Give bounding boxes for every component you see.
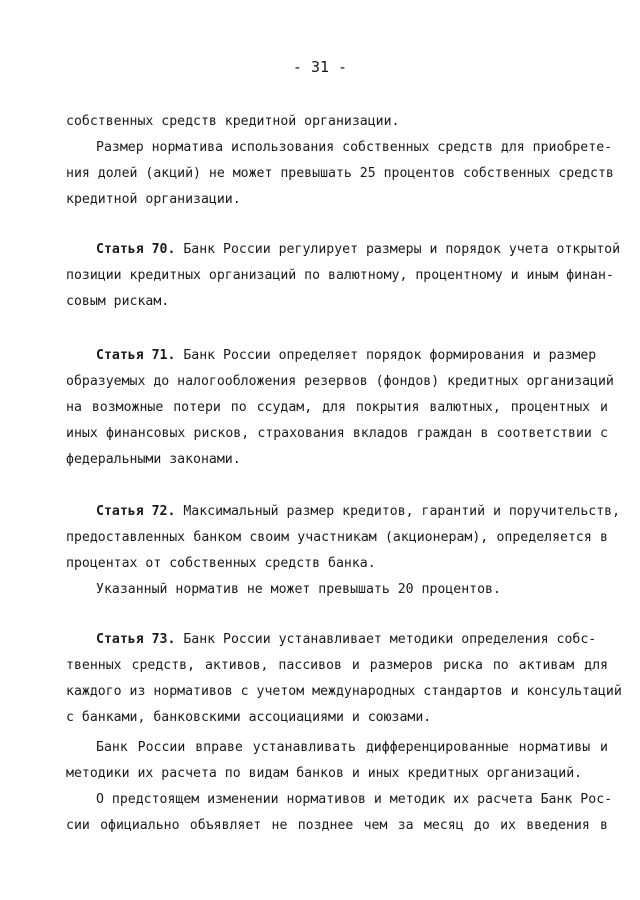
text-line: предоставленных банком своим участникам (акционерам), определяется в <box>66 530 608 545</box>
article-72-heading: Статья 72. <box>96 504 176 519</box>
text-line: федеральными законами. <box>66 452 241 467</box>
article-73-heading: Статья 73. <box>96 632 176 647</box>
page-number: - 31 - <box>292 58 348 76</box>
text-line: Банк России устанавливает методики определения собс- <box>175 632 597 647</box>
text-line: процентах от собственных средств банка. <box>66 556 376 571</box>
text-line: твенных средств, активов, пассивов и размеров риска по активам для <box>66 658 608 673</box>
text-line: Максимальный размер кредитов, гарантий и поручительств, <box>175 504 621 519</box>
text-line: иных финансовых рисков, страхования вкладов граждан в соответствии с <box>66 426 608 441</box>
article-72-first-line <box>96 499 621 525</box>
article-73-first-line <box>96 627 608 653</box>
text-line: сии официально объявляет не позднее чем за месяц до их введения в <box>66 818 608 833</box>
article-71-heading: Статья 71. <box>96 348 176 363</box>
text-line: на возможные потери по ссудам, для покрытия валютных, процентных и <box>66 400 608 415</box>
text-line: методики их расчета по видам банков и иных кредитных организаций. <box>66 766 583 781</box>
text-line: Банк России вправе устанавливать дифференцированные нормативы и <box>96 740 608 755</box>
text-line: с банками, банковскими ассоциациями и союзами. <box>66 710 432 725</box>
text-line: Указанный норматив не может превышать 20 процентов. <box>96 582 501 597</box>
text-line: ния долей (акций) не может превышать 25 процентов собственных средств <box>66 166 614 181</box>
text-line: Банк России определяет порядок формирования и размер <box>175 348 597 363</box>
text-line: Банк России регулирует размеры и порядок учета открытой <box>175 242 621 257</box>
article-70-heading: Статья 70. <box>96 242 176 257</box>
text-line: позиции кредитных организаций по валютному, процентному и иным финан- <box>66 268 614 283</box>
text-line: совым рискам. <box>66 294 170 309</box>
text-line: Размер норматива использования собственных средств для приобрете- <box>96 140 613 155</box>
text-line: кредитной организации. <box>66 192 241 207</box>
text-line: собственных средств кредитной организации. <box>66 114 400 129</box>
text-line: образуемых до налогообложения резервов (фондов) кредитных организаций <box>66 374 614 389</box>
article-70-first-line <box>96 237 621 263</box>
article-71-first-line <box>96 343 608 369</box>
text-line: каждого из нормативов с учетом международных стандартов и консультаций <box>66 684 622 699</box>
text-line: О предстоящем изменении нормативов и методик их расчета Банк Рос- <box>96 792 613 807</box>
